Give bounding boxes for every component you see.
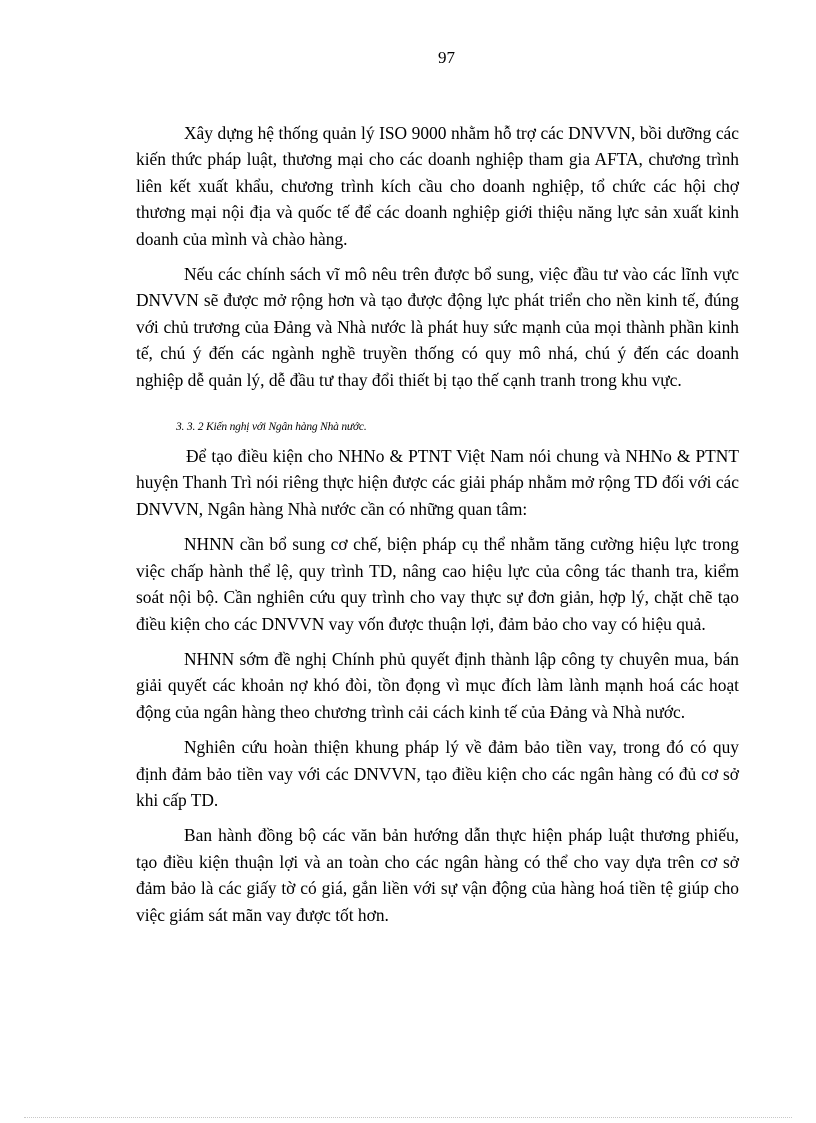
paragraph-macro-policy: Nếu các chính sách vĩ mô nêu trên được bổ sung, việc đầu tư vào các lĩnh vực DNVVN sẽ được mở rộng hơn và tạo được động lực phát triển cho nền kinh tế, đúng với chủ trương của Đảng và Nhà nước là phát huy sức mạnh của mọi thành phần kinh tế, chú ý đến các ngành nghề truyền thống có quy mô nhá, chú ý đến các doanh nghiệp dễ quản lý, dễ đầu tư thay đổi thiết bị tạo thế cạnh tranh trong khu vực. bbox=[136, 264, 739, 390]
document-body bbox=[136, 120, 739, 928]
footer-dotted-rule bbox=[24, 1117, 792, 1118]
paragraph-commercial-paper: Ban hành đồng bộ các văn bản hướng dẫn thực hiện pháp luật thương phiếu, tạo điều kiện thuận lợi và an toàn cho các ngân hàng có thể cho vay dựa trên cơ sở đảm bảo là các giấy tờ có giá, gắn liền với sự vận động của hàng hoá tiền tệ giúp cho việc giám sát mãn vay được tốt hơn. bbox=[136, 825, 739, 925]
paragraph-iso-9000: Xây dựng hệ thống quản lý ISO 9000 nhằm hỗ trợ các DNVVN, bồi dưỡng các kiến thức pháp luật, thương mại cho các doanh nghiệp tham gia AFTA, chương trình liên kết xuất khẩu, chương trình kích cầu cho doanh nghiệp, tổ chức các hội chợ thương mại nội địa và quốc tế để các doanh nghiệp giới thiệu năng lực sản xuất kinh doanh của mình và chào hàng. bbox=[136, 123, 739, 249]
section-heading: 3. 3. 2 Kiến nghị với Ngân hàng Nhà nước. bbox=[176, 421, 367, 434]
paragraph-nhnn-mechanism: NHNN cần bổ sung cơ chế, biện pháp cụ thể nhằm tăng cường hiệu lực trong việc chấp hành thể lệ, quy trình TD, nâng cao hiệu lực của công tác thanh tra, kiểm soát nội bộ. Cần nghiên cứu quy trình cho vay thực sự đơn giản, hợp lý, chặt chẽ tạo điều kiện cho các DNVVN vay vốn được thuận lợi, đảm bảo cho vay có hiệu quả. bbox=[136, 534, 739, 634]
paragraph-state-bank-intro: Để tạo điều kiện cho NHNo & PTNT Việt Nam nói chung và NHNo & PTNT huyện Thanh Trì nói riêng thực hiện được các giải pháp nhằm mở rộng TD đối với các DNVVN, Ngân hàng Nhà nước cần có những quan tâm: bbox=[136, 446, 739, 519]
paragraph-legal-framework: Nghiên cứu hoàn thiện khung pháp lý về đảm bảo tiền vay, trong đó có quy định đảm bảo tiền vay với các DNVVN, tạo điều kiện cho các ngân hàng có đủ cơ sở khi cấp TD. bbox=[136, 737, 739, 810]
page-number: 97 bbox=[438, 48, 455, 67]
paragraph-bad-debt-company: NHNN sớm đề nghị Chính phủ quyết định thành lập công ty chuyên mua, bán giải quyết các khoản nợ khó đòi, tồn đọng vì mục đích làm lành mạnh hoá các hoạt động của ngân hàng theo chương trình cải cách kinh tế của Đảng và Nhà nước. bbox=[136, 648, 739, 722]
